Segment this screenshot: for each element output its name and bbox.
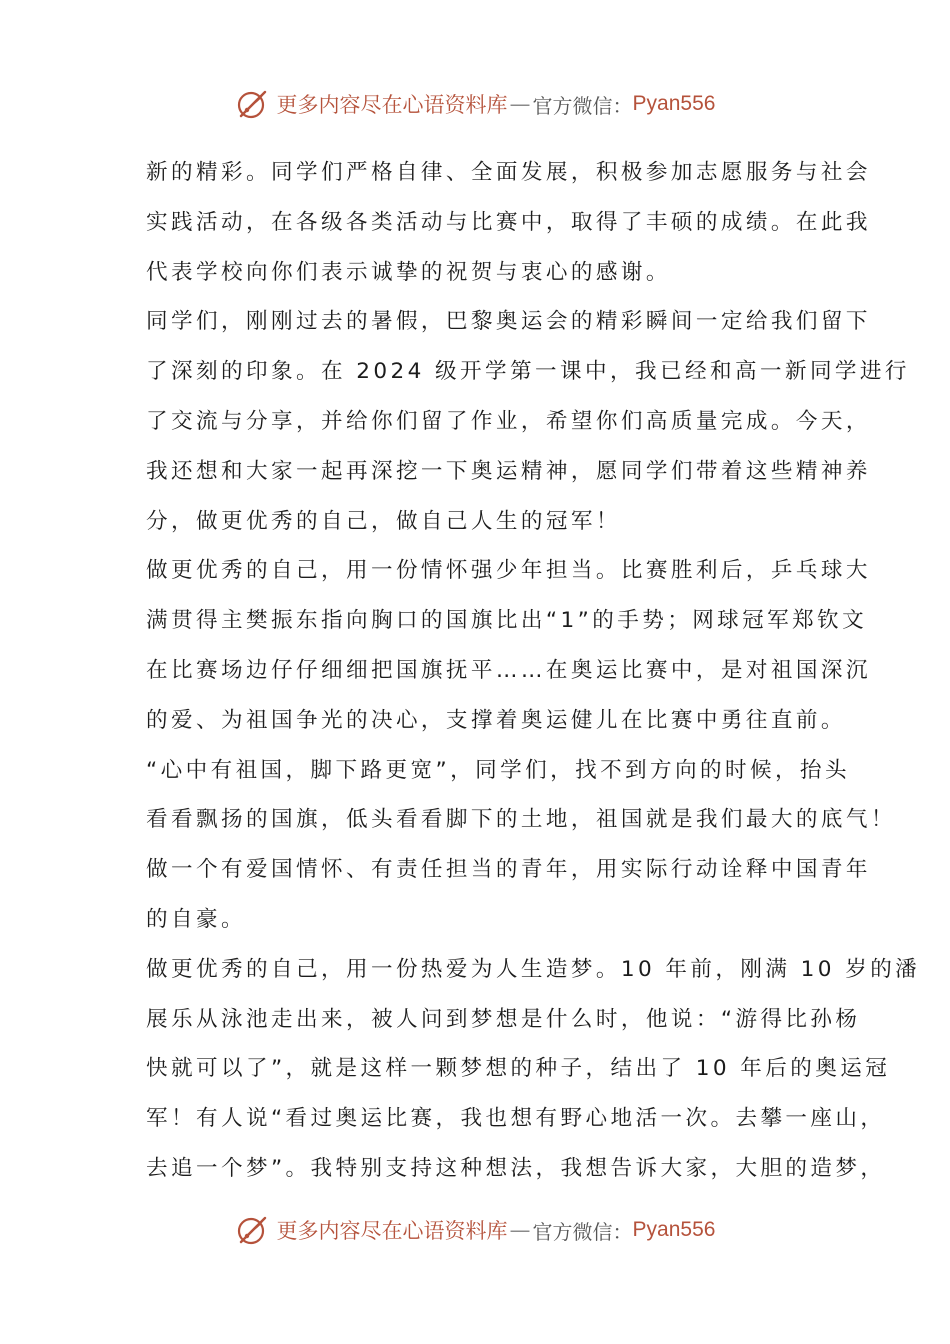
text-line: 同学们，刚刚过去的暑假，巴黎奥运会的精彩瞬间一定给我们留下	[146, 309, 871, 335]
text-line: 分，做更优秀的自己，做自己人生的冠军！	[146, 508, 621, 534]
text-line: 代表学校向你们表示诚挚的祝贺与衷心的感谢。	[146, 259, 671, 285]
text-line: 做一个有爱国情怀、有责任担当的青年，用实际行动诠释中国青年	[146, 857, 871, 883]
text-line: 了交流与分享，并给你们留了作业，希望你们高质量完成。今天，	[146, 408, 871, 434]
header-dash: —	[509, 92, 531, 116]
quill-logo-icon	[235, 86, 271, 122]
text-line: 新的精彩。同学们严格自律、全面发展，积极参加志愿服务与社会	[146, 160, 871, 185]
quill-logo-icon	[235, 1212, 271, 1248]
text-line: 我还想和大家一起再深挖一下奥运精神，愿同学们带着这些精神养	[146, 458, 871, 484]
text-line: 看看飘扬的国旗，低头看看脚下的土地，祖国就是我们最大的底气！	[146, 807, 896, 833]
footer-dash: —	[509, 1218, 531, 1242]
text-line: 了深刻的印象。在 2024 级开学第一课中，我已经和高一新同学进行	[146, 359, 910, 385]
footer-official-label: 官方微信：	[532, 1219, 633, 1244]
text-line: 的自豪。	[146, 906, 246, 932]
document-body	[146, 148, 921, 1194]
footer-banner	[0, 1210, 950, 1250]
text-line: 实践活动，在各级各类活动与比赛中，取得了丰硕的成绩。在此我	[146, 209, 871, 235]
header-wechat-id: Pyan556	[632, 92, 716, 115]
text-line: 满贯得主樊振东指向胸口的国旗比出“1”的手势；网球冠军郑钦文	[146, 608, 868, 634]
footer-brand-text: 更多内容尽在心语资料库	[276, 1219, 508, 1243]
text-line: 快就可以了”，就是这样一颗梦想的种子，结出了 10 年后的奥运冠	[146, 1056, 891, 1082]
header-banner	[0, 84, 950, 124]
text-line: 做更优秀的自己，用一份热爱为人生造梦。10 年前，刚满 10 岁的潘	[146, 956, 921, 982]
header-official-label: 官方微信：	[532, 93, 633, 118]
text-line: 做更优秀的自己，用一份情怀强少年担当。比赛胜利后，乒乓球大	[146, 558, 871, 584]
text-line: 展乐从泳池走出来，被人问到梦想是什么时，他说：“游得比孙杨	[146, 1006, 861, 1032]
text-line: 军！有人说“看过奥运比赛，我也想有野心地活一次。去攀一座山，	[146, 1106, 886, 1132]
text-line: 的爱、为祖国争光的决心，支撑着奥运健儿在比赛中勇往直前。	[146, 707, 846, 733]
header-brand-text: 更多内容尽在心语资料库	[276, 93, 508, 117]
footer-wechat-id: Pyan556	[632, 1218, 716, 1241]
text-line: 去追一个梦”。我特别支持这种想法，我想告诉大家，大胆的造梦，	[146, 1155, 886, 1181]
text-line: “心中有祖国，脚下路更宽”，同学们，找不到方向的时候，抬头	[146, 757, 851, 783]
text-line: 在比赛场边仔仔细细把国旗抚平……在奥运比赛中，是对祖国深沉	[146, 657, 871, 683]
